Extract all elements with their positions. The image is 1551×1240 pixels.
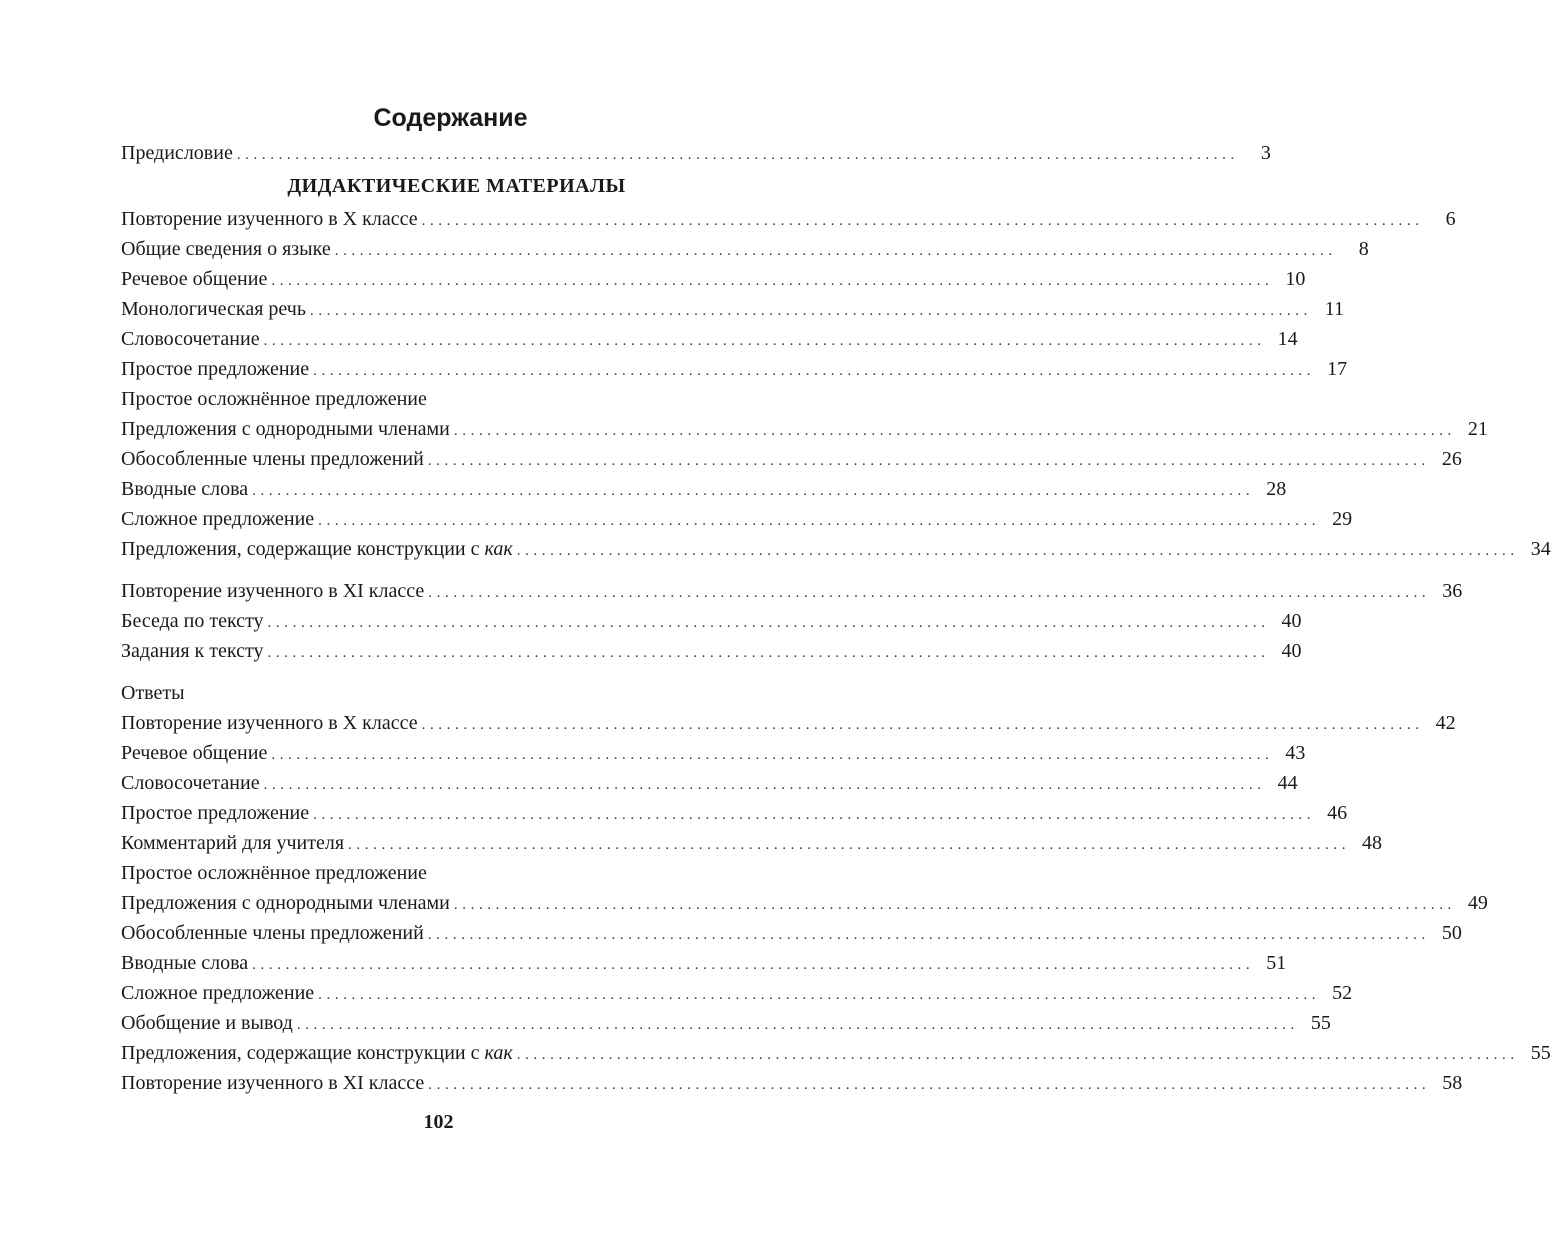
toc-entry bbox=[121, 264, 1306, 294]
answers-subsection-heading: Простое осложнённое предложение bbox=[121, 862, 427, 884]
toc-entry-didactic-kak bbox=[121, 534, 1551, 564]
dot-leader: ........................................................................................................................ bbox=[516, 543, 1519, 559]
toc-entry-label: Повторение изученного в X классе bbox=[121, 208, 418, 230]
toc-entry-page: 42 bbox=[1435, 712, 1456, 734]
section-heading-didactic: ДИДАКТИЧЕСКИЕ МАТЕРИАЛЫ bbox=[287, 175, 626, 197]
toc-entry-page: 52 bbox=[1332, 982, 1353, 1004]
toc-entry-page: 8 bbox=[1358, 238, 1369, 260]
dot-leader: ........................................................................................................................ bbox=[427, 927, 1430, 943]
dot-leader: ........................................................................................................................ bbox=[453, 897, 1456, 913]
toc-entry bbox=[121, 204, 1456, 234]
dot-leader: ........................................................................................................................ bbox=[263, 777, 1266, 793]
toc-entry bbox=[121, 444, 1462, 474]
toc-entry bbox=[121, 768, 1298, 798]
dot-leader: ........................................................................................................................ bbox=[428, 585, 1431, 601]
toc-entry-page: 40 bbox=[1281, 640, 1302, 662]
toc-entry-label: Монологическая речь bbox=[121, 298, 306, 320]
didactic-subsection-heading: Простое осложнённое предложение bbox=[121, 388, 427, 410]
toc-entry bbox=[121, 708, 1456, 738]
toc-entry-label: Общие сведения о языке bbox=[121, 238, 331, 260]
toc-entry bbox=[121, 354, 1348, 384]
toc-entry-page: 10 bbox=[1285, 268, 1306, 290]
toc-entry bbox=[121, 606, 1302, 636]
toc-entry-page: 50 bbox=[1441, 922, 1462, 944]
toc-entry-page: 46 bbox=[1327, 802, 1348, 824]
review-xi-entries bbox=[121, 576, 1463, 666]
toc-entry-label: Повторение изученного в X классе bbox=[121, 712, 418, 734]
toc-entry-page: 55 bbox=[1310, 1012, 1331, 1034]
toc-entry bbox=[121, 504, 1353, 534]
toc-entry-label: Предложения с однородными членами bbox=[121, 418, 450, 440]
toc-entry-label: Вводные слова bbox=[121, 478, 249, 500]
dot-leader: ........................................................................................................................ bbox=[296, 1017, 1299, 1033]
toc-entry bbox=[121, 234, 1369, 264]
didactic-entries bbox=[121, 204, 1456, 384]
toc-entry-page: 3 bbox=[1260, 142, 1271, 164]
toc-entry-label: Сложное предложение bbox=[121, 508, 315, 530]
label-prefix: Предложения, содержащие конструкции с bbox=[121, 1042, 480, 1064]
toc-entry-label: Речевое общение bbox=[121, 742, 268, 764]
toc-entry-answers-last bbox=[121, 1068, 1463, 1098]
dot-leader: ........................................................................................................................ bbox=[271, 747, 1274, 763]
toc-entry bbox=[121, 978, 1353, 1008]
dot-leader: ........................................................................................................................ bbox=[252, 957, 1255, 973]
toc-entry-page: 21 bbox=[1467, 418, 1488, 440]
dot-leader: ........................................................................................................................ bbox=[421, 717, 1424, 733]
dot-leader: ........................................................................................................................ bbox=[318, 513, 1321, 529]
toc-entry bbox=[121, 918, 1462, 948]
toc-entry-answers-kak bbox=[121, 1038, 1551, 1068]
toc-entry bbox=[121, 414, 1488, 444]
dot-leader: ........................................................................................................................ bbox=[421, 213, 1424, 229]
toc-entry-label: Беседа по тексту bbox=[121, 610, 264, 632]
toc-entry bbox=[121, 948, 1287, 978]
dot-leader: ........................................................................................................................ bbox=[516, 1047, 1519, 1063]
dot-leader: ........................................................................................................................ bbox=[334, 243, 1337, 259]
didactic-sub-entries bbox=[121, 414, 1488, 534]
dot-leader: ........................................................................................................................ bbox=[236, 147, 1239, 163]
label-prefix: Предложения, содержащие конструкции с bbox=[121, 538, 480, 560]
dot-leader: ........................................................................................................................ bbox=[348, 837, 1351, 853]
toc-entry-label: Предложения с однородными членами bbox=[121, 892, 450, 914]
answers-entries bbox=[121, 708, 1456, 858]
toc-entry-page: 11 bbox=[1324, 298, 1344, 320]
toc-entry-label: Сложное предложение bbox=[121, 982, 315, 1004]
toc-entry-label: Обобщение и вывод bbox=[121, 1012, 293, 1034]
dot-leader: ........................................................................................................................ bbox=[313, 363, 1316, 379]
toc-entry-label: Комментарий для учителя bbox=[121, 832, 345, 854]
toc-entry-page: 44 bbox=[1277, 772, 1298, 794]
toc-entry-page: 58 bbox=[1442, 1072, 1463, 1094]
table-of-contents bbox=[121, 98, 1551, 1098]
page-title: Содержание bbox=[373, 104, 528, 132]
toc-entry-page: 51 bbox=[1266, 952, 1287, 974]
dot-leader: ........................................................................................................................ bbox=[267, 645, 1270, 661]
toc-entry-page: 49 bbox=[1467, 892, 1488, 914]
toc-entry bbox=[121, 474, 1287, 504]
toc-entry-page: 48 bbox=[1362, 832, 1383, 854]
toc-entry-page: 26 bbox=[1441, 448, 1462, 470]
toc-entry-page: 29 bbox=[1332, 508, 1353, 530]
toc-entry-label: Повторение изученного в XI классе bbox=[121, 580, 425, 602]
dot-leader: ........................................................................................................................ bbox=[252, 483, 1255, 499]
dot-leader: ........................................................................................................................ bbox=[309, 303, 1312, 319]
toc-entry-preface bbox=[121, 138, 1271, 168]
answers-sub-entries bbox=[121, 888, 1488, 1038]
dot-leader: ........................................................................................................................ bbox=[271, 273, 1274, 289]
toc-entry-label: Повторение изученного в XI классе bbox=[121, 1072, 425, 1094]
toc-entry bbox=[121, 1008, 1331, 1038]
toc-entry-label: Задания к тексту bbox=[121, 640, 264, 662]
dot-leader: ........................................................................................................................ bbox=[263, 333, 1266, 349]
toc-entry bbox=[121, 798, 1348, 828]
toc-entry-page: 6 bbox=[1445, 208, 1456, 230]
dot-leader: ........................................................................................................................ bbox=[267, 615, 1270, 631]
dot-leader: ........................................................................................................................ bbox=[318, 987, 1321, 1003]
toc-entry-label: Предисловие bbox=[121, 142, 233, 164]
toc-entry-page: 14 bbox=[1277, 328, 1298, 350]
page-number: 102 bbox=[423, 1111, 454, 1133]
dot-leader: ........................................................................................................................ bbox=[453, 423, 1456, 439]
toc-entry bbox=[121, 576, 1463, 606]
toc-entry bbox=[121, 828, 1383, 858]
toc-entry bbox=[121, 294, 1344, 324]
toc-entry bbox=[121, 738, 1306, 768]
toc-entry-label: Речевое общение bbox=[121, 268, 268, 290]
dot-leader: ........................................................................................................................ bbox=[428, 1077, 1431, 1093]
toc-entry-page: 43 bbox=[1285, 742, 1306, 764]
toc-entry-label: Обособленные члены предложений bbox=[121, 922, 424, 944]
toc-entry-label: Простое предложение bbox=[121, 802, 310, 824]
toc-entry bbox=[121, 324, 1298, 354]
toc-entry-page: 34 bbox=[1530, 538, 1551, 560]
answers-heading: Ответы bbox=[121, 682, 185, 704]
toc-entry-page: 36 bbox=[1442, 580, 1463, 602]
toc-entry-page: 28 bbox=[1266, 478, 1287, 500]
toc-entry bbox=[121, 636, 1302, 666]
toc-entry-label: Вводные слова bbox=[121, 952, 249, 974]
toc-entry-label bbox=[121, 1038, 513, 1068]
toc-entry-label: Простое предложение bbox=[121, 358, 310, 380]
toc-entry-label: Словосочетание bbox=[121, 772, 260, 794]
dot-leader: ........................................................................................................................ bbox=[313, 807, 1316, 823]
label-italic: как bbox=[484, 538, 513, 560]
toc-entry-page: 55 bbox=[1530, 1042, 1551, 1064]
label-italic: как bbox=[484, 1042, 513, 1064]
toc-entry-label bbox=[121, 534, 513, 564]
toc-entry-label: Словосочетание bbox=[121, 328, 260, 350]
toc-entry-page: 40 bbox=[1281, 610, 1302, 632]
dot-leader: ........................................................................................................................ bbox=[427, 453, 1430, 469]
toc-entry-page: 17 bbox=[1327, 358, 1348, 380]
toc-entry-label: Обособленные члены предложений bbox=[121, 448, 424, 470]
toc-entry bbox=[121, 888, 1488, 918]
